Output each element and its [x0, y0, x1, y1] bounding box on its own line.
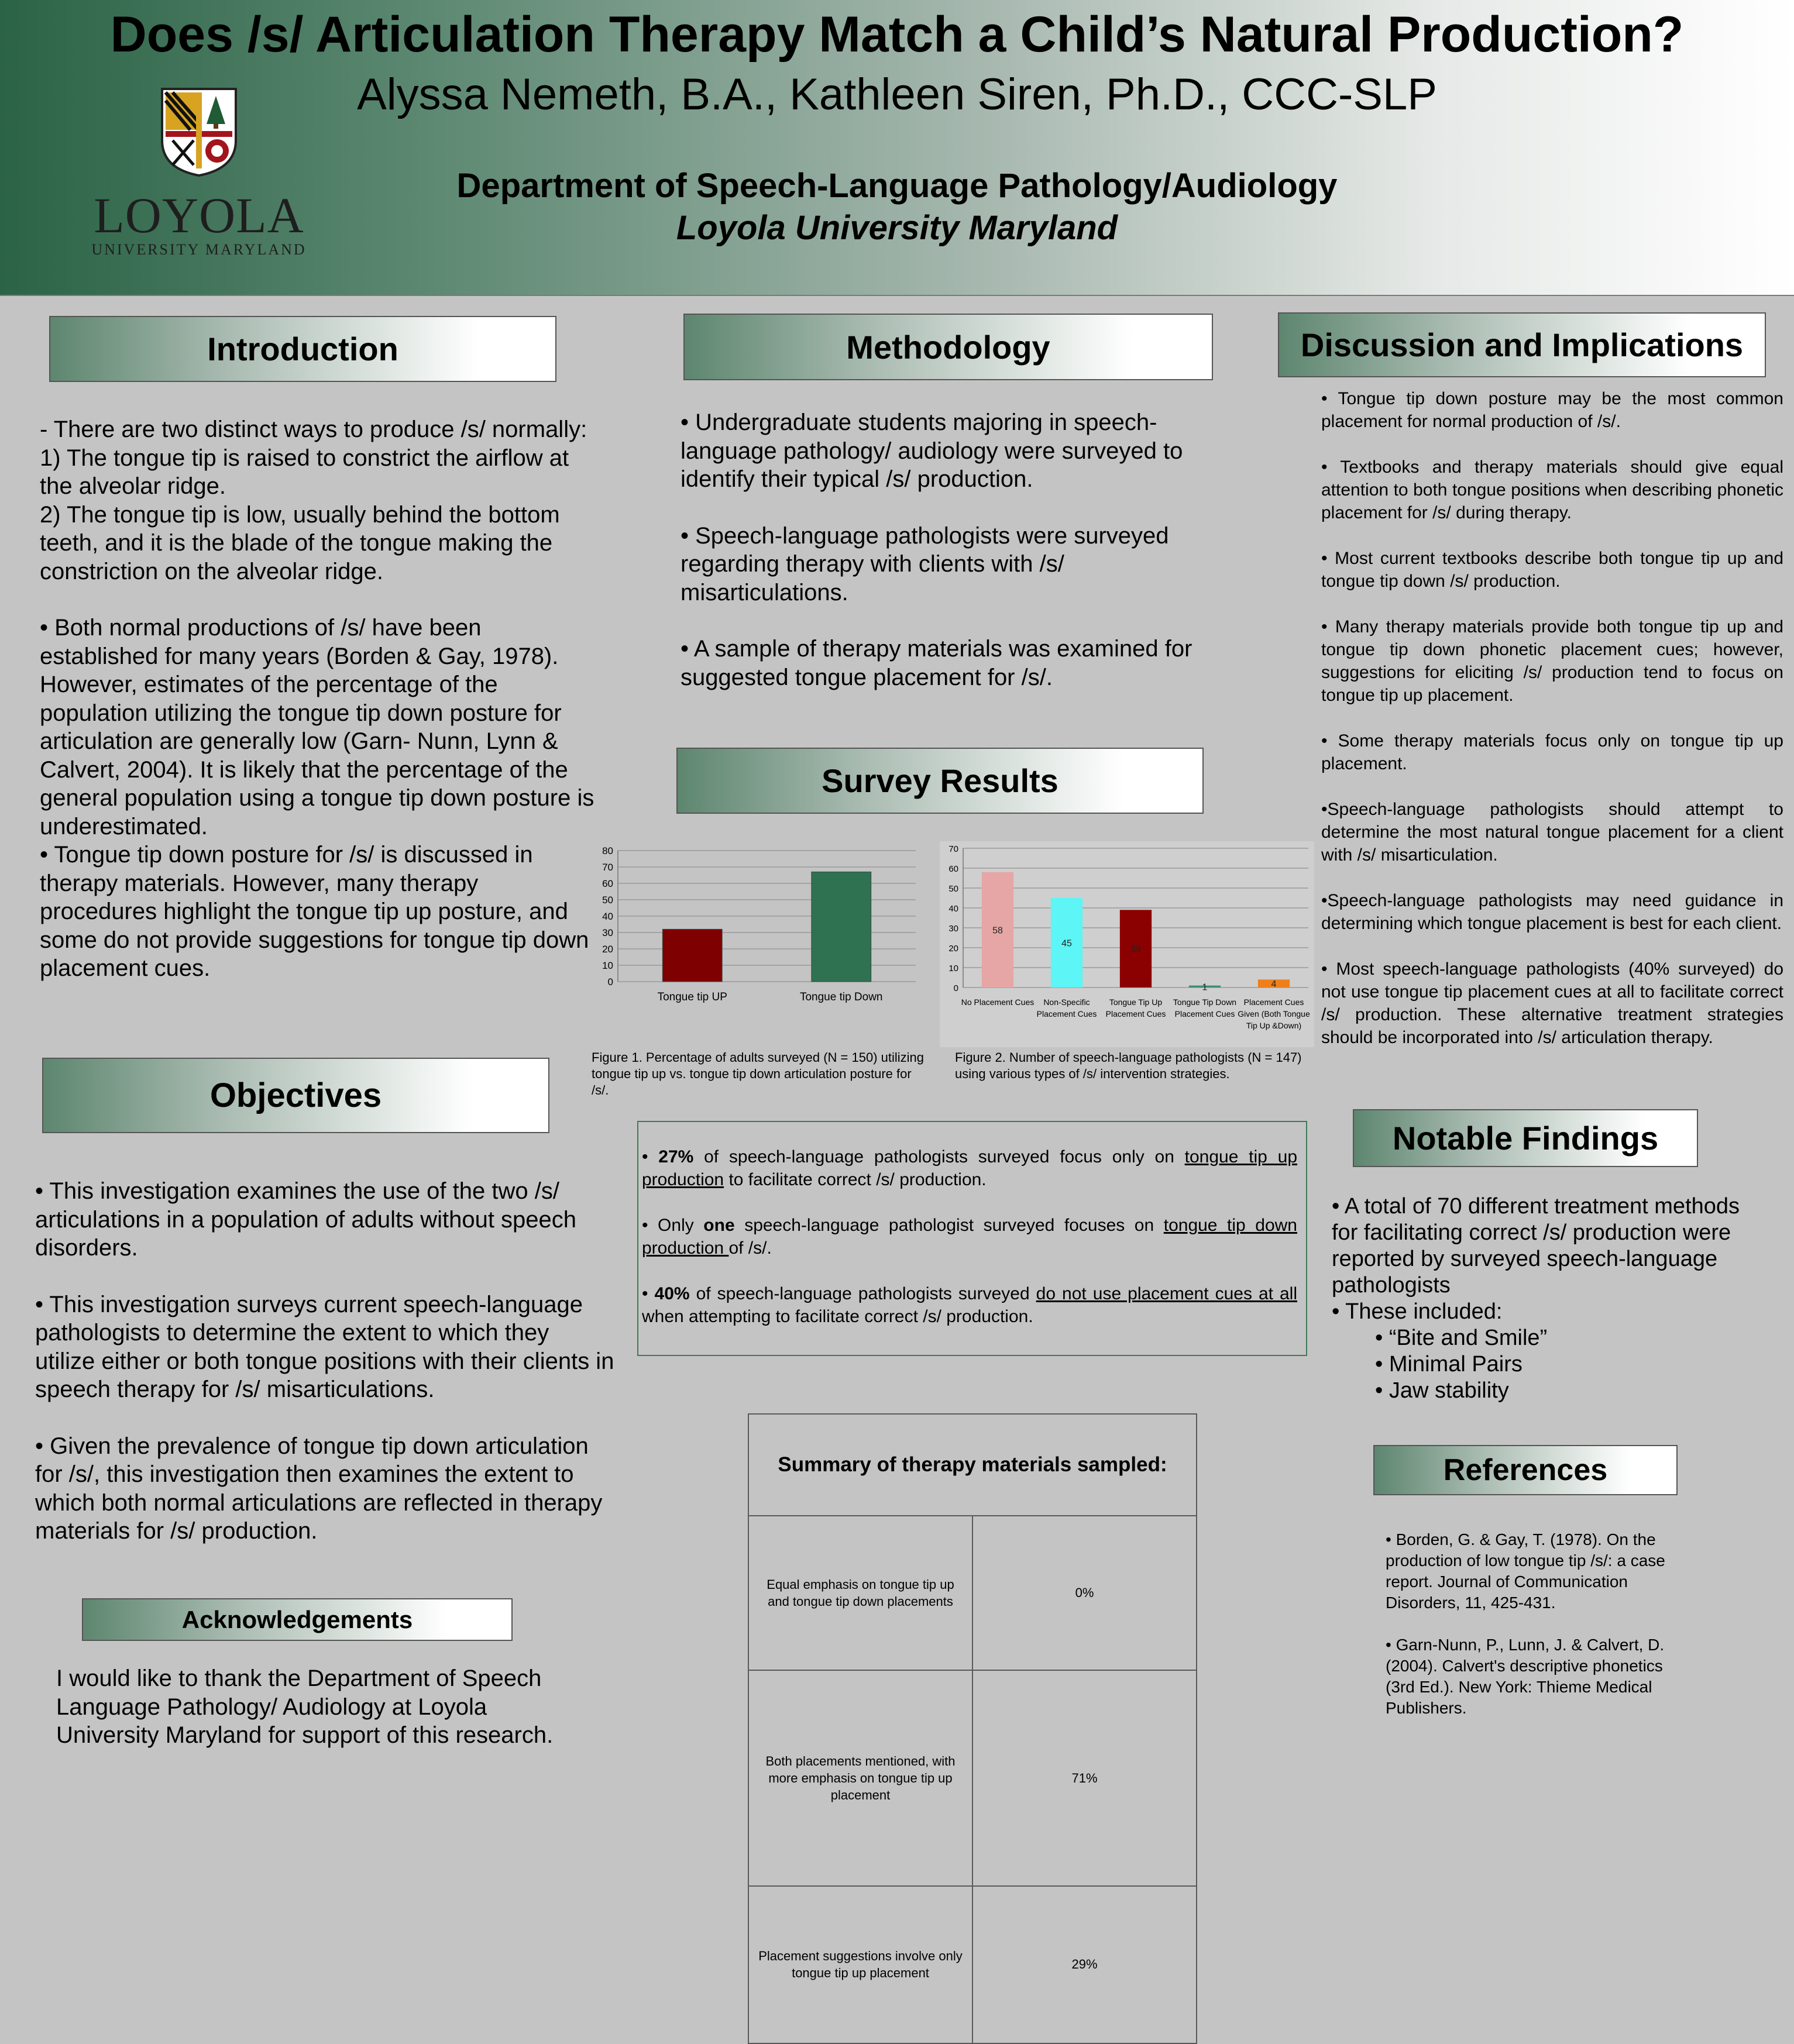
- discussion-heading: [1278, 312, 1766, 377]
- finding-text: of speech-language pathologists surveyed: [689, 1284, 1036, 1303]
- finding-item: • 27% of speech-language pathologists surveyed focus only on tongue tip up production to facilitate correct /s/ production.: [642, 1147, 1298, 1189]
- introduction-heading-text: Introduction: [207, 331, 398, 367]
- x-tick-label: Placement Cues: [1105, 1009, 1166, 1018]
- poster-authors: Alyssa Nemeth, B.A., Kathleen Siren, Ph.D., CCC-SLP: [357, 70, 1437, 119]
- finding-text: when attempting to facilitate correct /s/ production.: [642, 1307, 1033, 1326]
- x-tick-label: Tongue Tip Up: [1109, 997, 1163, 1007]
- acknowledgements-body: I would like to thank the Department of Speech Language Pathology/ Audiology at Loyola University Maryland for support of this research.: [56, 1666, 554, 1748]
- finding-text: • Only: [642, 1216, 704, 1235]
- reference-item: • Borden, G. & Gay, T. (1978). On the production of low tongue tip /s/: a case report. Journal of Communication Disorders, 11, 425-431.: [1386, 1530, 1665, 1612]
- figure2-caption: Figure 2. Number of speech-language pathologists (N = 147) using various types of /s/ intervention strategies.: [955, 1050, 1302, 1081]
- table-header-row: [748, 1414, 1197, 1516]
- table-cell-value: 71%: [972, 1670, 1197, 1886]
- intro-paragraph: • Tongue tip down posture for /s/ is discussed in therapy materials. However, many therapy procedures highlight the tongue tip up posture, and some do not provide suggestions for tongue tip down placement cues.: [40, 842, 589, 981]
- table-cell-label: Equal emphasis on tongue tip up and tongue tip down placements: [748, 1516, 972, 1671]
- y-tick-label: 10: [602, 960, 613, 971]
- x-tick-label: Given (Both Tongue: [1238, 1009, 1310, 1018]
- table-row: [748, 1670, 1197, 1886]
- y-tick-label: 0: [953, 983, 958, 993]
- figure2-chart: [940, 841, 1314, 1047]
- figure1-caption: Figure 1. Percentage of adults surveyed (N = 150) utilizing tongue tip up vs. tongue tip down articulation posture for /s/.: [592, 1050, 925, 1097]
- x-tick-label: Placement Cues: [1243, 997, 1304, 1007]
- intro-paragraph: - There are two distinct ways to produce /s/ normally:: [40, 417, 587, 442]
- finding-item: • 40% of speech-language pathologists surveyed do not use placement cues at all when attempting to facilitate correct /s/ production.: [642, 1284, 1297, 1326]
- discussion-body: [1321, 387, 1783, 1049]
- table-row: [748, 1886, 1197, 2043]
- discussion-item: •Speech-language pathologists should attempt to determine the most natural tongue placement for a client with /s/ misarticulation.: [1321, 800, 1783, 865]
- finding-percent: 27%: [658, 1147, 694, 1166]
- references-body: [1386, 1529, 1696, 1719]
- y-tick-label: 60: [602, 878, 613, 889]
- y-tick-label: 40: [948, 904, 958, 914]
- objectives-body: [35, 1177, 614, 1546]
- finding-text: to facilitate correct /s/ production.: [724, 1170, 987, 1189]
- bar-data-label: 1: [1202, 982, 1208, 993]
- figure2-svg: [940, 841, 1314, 1047]
- introduction-heading: [49, 316, 556, 382]
- finding-item: [642, 1214, 1297, 1260]
- discussion-item: • Most current textbooks describe both tongue tip up and tongue tip down /s/ production.: [1321, 549, 1783, 591]
- bar-data-label: 39: [1130, 944, 1141, 955]
- x-tick-label: Placement Cues: [1036, 1009, 1097, 1018]
- acknowledgements-heading: [82, 1598, 513, 1641]
- discussion-item: • Some therapy materials focus only on tongue tip up placement.: [1321, 731, 1783, 773]
- objectives-heading: [42, 1058, 549, 1133]
- notable-findings-heading: [1353, 1109, 1698, 1167]
- finding-emphasis: tongue tip up production: [642, 1147, 1298, 1189]
- method-paragraph: • Speech-language pathologists were surveyed regarding therapy with clients with /s/ misarticulations.: [681, 522, 1169, 605]
- key-findings-box: [637, 1121, 1307, 1356]
- y-tick-label: 20: [602, 944, 613, 955]
- finding-emphasis: tongue tip down production: [642, 1216, 1297, 1258]
- discussion-item: • Most speech-language pathologists (40% surveyed) do not use tongue tip placement cues at all to facilitate correct /s/ production. These alternative treatment strategies should be incorporated into /s/ articulation therapy.: [1321, 959, 1783, 1047]
- x-tick-label: Tongue tip Down: [799, 991, 883, 1003]
- y-tick-label: 70: [948, 844, 958, 854]
- y-tick-label: 30: [948, 924, 958, 934]
- y-tick-label: 10: [948, 963, 958, 973]
- finding-text: speech-language pathologist surveyed focuses on: [734, 1216, 1164, 1235]
- survey-results-heading-text: Survey Results: [822, 762, 1058, 799]
- x-tick-label: Non-Specific: [1043, 997, 1090, 1007]
- finding-text: of speech-language pathologists surveyed focus only on: [693, 1147, 1185, 1166]
- bar-data-label: 58: [992, 925, 1003, 936]
- bar-data-label: 45: [1061, 938, 1072, 949]
- university-logo: [88, 88, 310, 263]
- methodology-body: [681, 408, 1219, 691]
- intro-paragraph: • Both normal productions of /s/ have been established for many years (Borden & Gay, 1978). However, estimates of the percentage of the population utilizing the tongue tip down posture for articulation are generally low (Garn- Nunn, Lynn & Calvert, 2004). It is likely that the percentage of the general population using a tongue tip down posture is underestimated.: [40, 615, 594, 839]
- notable-paragraph: • These included:: [1332, 1299, 1503, 1324]
- figure1-chart: [591, 841, 925, 1017]
- logo-wordmark: LOYOLA: [94, 187, 304, 243]
- table-cell-label: Placement suggestions involve only tongue tip up placement: [748, 1886, 972, 2043]
- reference-item: • Garn-Nunn, P., Lunn, J. & Calvert, D. (2004). Calvert's descriptive phonetics (3rd Ed.). New York: Thieme Medical Publishers.: [1386, 1636, 1665, 1717]
- discussion-item: • Textbooks and therapy materials should give equal attention to both tongue positions when describing phonetic placement for /s/ during therapy.: [1321, 457, 1783, 522]
- intro-paragraph: 2) The tongue tip is low, usually behind the bottom teeth, and it is the blade of the tongue making the constriction on the alveolar ridge.: [40, 501, 560, 584]
- notable-findings-body: [1332, 1193, 1753, 1404]
- bar-data-label: 4: [1271, 979, 1277, 990]
- finding-count: one: [703, 1216, 735, 1235]
- objective-paragraph: • Given the prevalence of tongue tip down articulation for /s/, this investigation then examines the extent to which both normal articulations are reflected in therapy materials for /s/ production.: [35, 1433, 603, 1544]
- y-tick-label: 40: [602, 911, 613, 922]
- table-header: Summary of therapy materials sampled:: [748, 1414, 1197, 1516]
- poster-header: [0, 0, 1794, 296]
- notable-list-item: • “Bite and Smile”: [1375, 1326, 1548, 1350]
- method-paragraph: • Undergraduate students majoring in speech-language pathology/ audiology were surveyed to identify their typical /s/ production.: [681, 410, 1183, 492]
- finding-text: of /s/.: [728, 1238, 772, 1258]
- methodology-heading: [683, 314, 1213, 380]
- table-row: [748, 1516, 1197, 1671]
- finding-percent: 40%: [654, 1284, 690, 1303]
- y-tick-label: 60: [948, 864, 958, 874]
- logo-subtitle: UNIVERSITY MARYLAND: [91, 241, 307, 258]
- y-tick-label: 80: [602, 845, 613, 856]
- references-heading-text: References: [1443, 1453, 1608, 1487]
- x-tick-label: Tip Up &Down): [1246, 1021, 1302, 1030]
- y-tick-label: 70: [602, 862, 613, 873]
- y-tick-label: 20: [948, 944, 958, 954]
- notable-findings-heading-text: Notable Findings: [1392, 1120, 1659, 1157]
- discussion-heading-text: Discussion and Implications: [1300, 326, 1744, 363]
- notable-paragraph: • A total of 70 different treatment methods for facilitating correct /s/ production were reported by surveyed speech-language pathologists: [1332, 1194, 1740, 1298]
- finding-emphasis: do not use placement cues at all: [1036, 1284, 1297, 1303]
- intro-paragraph: 1) The tongue tip is raised to constrict the airflow at the alveolar ridge.: [40, 445, 569, 499]
- therapy-materials-table: [748, 1413, 1197, 2044]
- bar: [662, 929, 722, 982]
- x-tick-label: Tongue Tip Down: [1173, 997, 1237, 1007]
- table-cell-value: 0%: [972, 1516, 1197, 1671]
- notable-list-item: • Jaw stability: [1375, 1378, 1509, 1403]
- discussion-item: • Tongue tip down posture may be the most common placement for normal production of /s/.: [1321, 389, 1783, 431]
- y-tick-label: 0: [607, 976, 613, 987]
- table-cell-label: Both placements mentioned, with more emphasis on tongue tip up placement: [748, 1670, 972, 1886]
- y-tick-label: 50: [602, 894, 613, 906]
- method-paragraph: • A sample of therapy materials was examined for suggested tongue placement for /s/.: [681, 636, 1192, 690]
- y-tick-label: 50: [948, 884, 958, 894]
- discussion-item: • Many therapy materials provide both tongue tip up and tongue tip down phonetic placement cues; however, suggestions for eliciting /s/ production tend to focus on tongue tip up placement.: [1321, 617, 1783, 705]
- references-heading: [1373, 1445, 1678, 1495]
- discussion-item: •Speech-language pathologists may need guidance in determining which tongue placement is best for each client.: [1321, 891, 1783, 933]
- key-findings-text: [642, 1145, 1297, 1328]
- objective-paragraph: • This investigation surveys current speech-language pathologists to determine the extent to which they utilize either or both tongue positions with their clients in speech therapy for /s/ misarticulations.: [35, 1291, 614, 1402]
- x-tick-label: Tongue tip UP: [657, 991, 727, 1003]
- introduction-body: [40, 415, 596, 983]
- poster-title: Does /s/ Articulation Therapy Match a Child’s Natural Production?: [110, 6, 1684, 63]
- objectives-heading-text: Objectives: [209, 1076, 382, 1114]
- x-tick-label: Placement Cues: [1174, 1009, 1235, 1018]
- shield-crest-icon: [88, 88, 310, 184]
- survey-results-heading: [676, 748, 1204, 814]
- notable-list-item: • Minimal Pairs: [1375, 1352, 1523, 1377]
- objective-paragraph: • This investigation examines the use of the two /s/ articulations in a population of adults without speech disorders.: [35, 1178, 577, 1261]
- acknowledgements-heading-text: Acknowledgements: [181, 1605, 413, 1633]
- x-tick-label: No Placement Cues: [961, 997, 1035, 1007]
- y-tick-label: 30: [602, 927, 613, 938]
- methodology-heading-text: Methodology: [846, 328, 1050, 366]
- bar: [812, 872, 871, 982]
- university-name: Loyola University Maryland: [676, 209, 1118, 247]
- figure1-svg: [591, 841, 925, 1017]
- table-cell-value: 29%: [972, 1886, 1197, 2043]
- department-name: Department of Speech-Language Pathology/Audiology: [456, 167, 1338, 205]
